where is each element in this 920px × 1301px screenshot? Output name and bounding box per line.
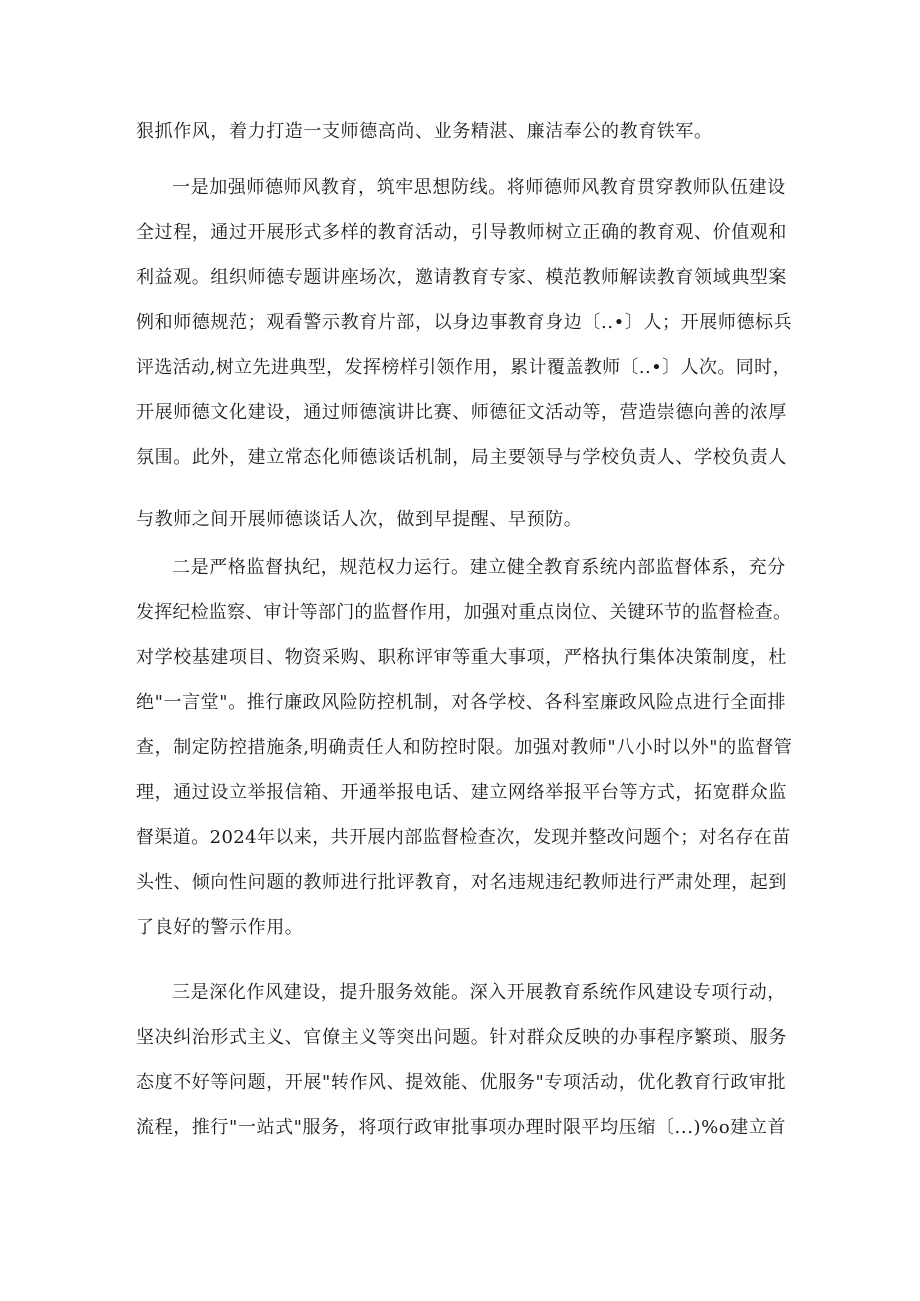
paragraph-line: 氛围。此外，建立常态化师德谈话机制，局主要领导与学校负责人、学校负责人: [136, 447, 787, 468]
paragraph-line: 流程，推行"一站式"服务，将项行政审批事项办理时限平均压缩〔...)%o建立首: [136, 1117, 787, 1138]
paragraph-line: 开展师德文化建设，通过师德演讲比赛、师德征文活动等，营造崇德向善的浓厚: [136, 402, 787, 423]
paragraph-line: 对学校基建项目、物资采购、职称评审等重大事项，严格执行集体决策制度，杜: [136, 647, 787, 668]
paragraph-line: 绝"一言堂"。推行廉政风险防控机制，对各学校、各科室廉政风险点进行全面排: [136, 692, 787, 713]
paragraph-line: 坚决纠治形式主义、官僚主义等突出问题。针对群众反映的办事程序繁琐、服务: [136, 1027, 787, 1048]
paragraph-line: 了良好的警示作用。: [136, 917, 304, 938]
paragraph-line: 全过程，通过开展形式多样的教育活动，引导教师树立正确的教育观、价值观和: [136, 222, 787, 243]
paragraph-line: 理，通过设立举报信箱、开通举报电话、建立网络举报平台等方式，拓宽群众监: [136, 782, 787, 803]
paragraph-line: 评选活动,树立先进典型，发挥榜样引领作用，累计覆盖教师〔..•〕人次。同时，: [136, 357, 791, 378]
paragraph-line: 头性、倾向性问题的教师进行批评教育，对名违规违纪教师进行严肃处理，起到: [136, 872, 787, 893]
paragraph-line: 三是深化作风建设，提升服务效能。深入开展教育系统作风建设专项行动，: [172, 982, 786, 1003]
paragraph-line: 利益观。组织师德专题讲座场次，邀请教育专家、模范教师解读教育领域典型案: [136, 267, 787, 288]
paragraph-line: 查，制定防控措施条,明确责任人和防控时限。加强对教师"八小时以外"的监督管: [136, 737, 793, 758]
paragraph-line: 狠抓作风，着力打造一支师德高尚、业务精湛、廉洁奉公的教育铁军。: [136, 121, 713, 142]
paragraph-line: 发挥纪检监察、审计等部门的监督作用，加强对重点岗位、关键环节的监督检查。: [136, 602, 792, 623]
paragraph-line: 一是加强师德师风教育，筑牢思想防线。将师德师风教育贯穿教师队伍建设: [172, 177, 786, 198]
paragraph-line: 与教师之间开展师德谈话人次，做到早提醒、早预防。: [136, 509, 583, 530]
paragraph-line: 督渠道。2024年以来，共开展内部监督检查次，发现并整改问题个；对名存在苗: [136, 827, 791, 848]
paragraph-line: 例和师德规范；观看警示教育片部，以身边事教育身边〔..•〕人；开展师德标兵: [136, 312, 793, 333]
paragraph-line: 态度不好等问题，开展"转作风、提效能、优服务"专项活动，优化教育行政审批: [136, 1072, 787, 1093]
paragraph-line: 二是严格监督执纪，规范权力运行。建立健全教育系统内部监督体系，充分: [172, 557, 786, 578]
